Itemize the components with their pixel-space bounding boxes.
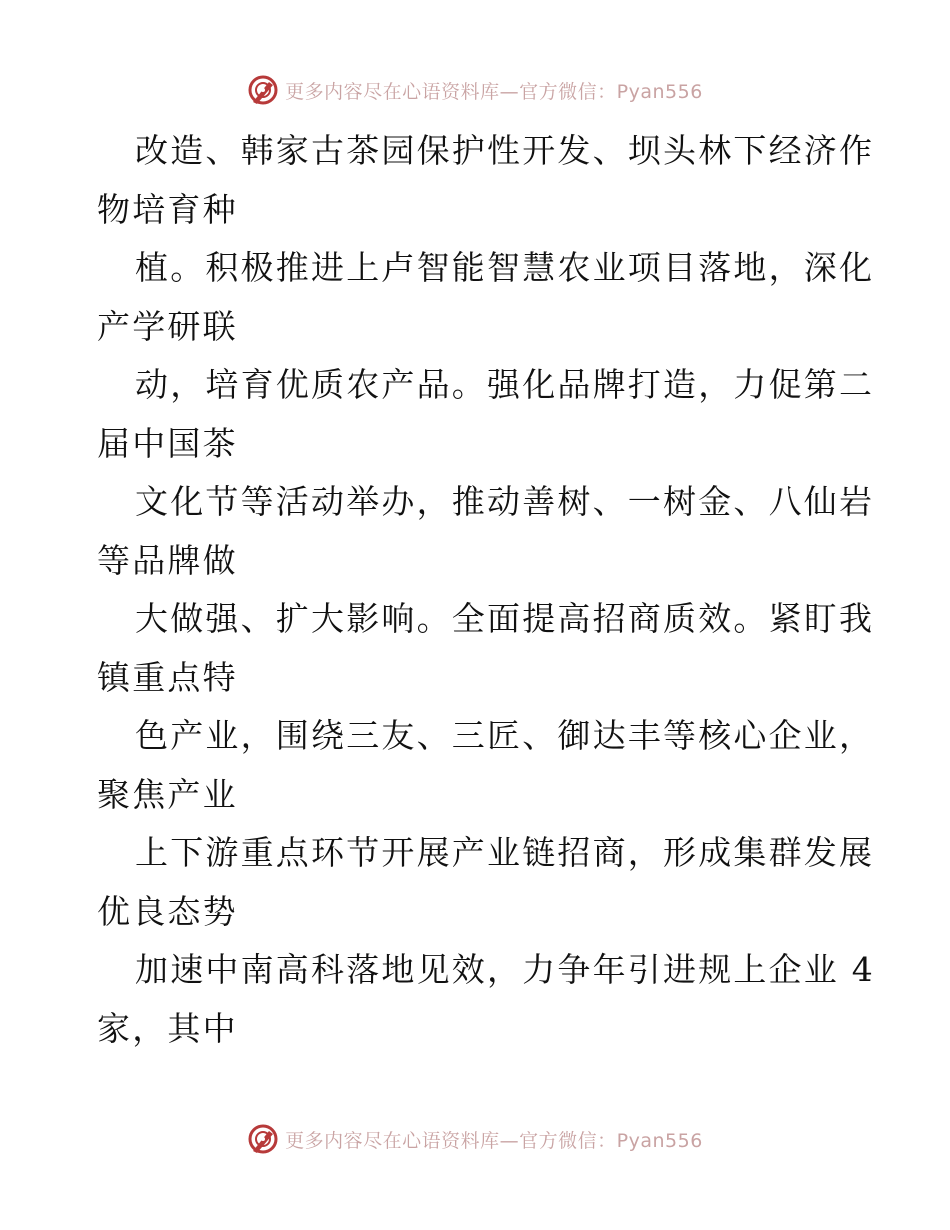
text-line: 改造、韩家古茶园保护性开发、坝头林下经济作 <box>135 131 875 170</box>
text-line: 镇重点特 <box>97 657 238 697</box>
watermark-text: 更多内容尽在心语资料库—官方微信：Pyan556 <box>285 1129 703 1152</box>
text-line: 届中国茶 <box>97 423 238 463</box>
text-line: 动，培育优质农产品。强化品牌打造，力促第二 <box>135 365 875 404</box>
text-line: 文化节等活动举办，推动善树、一树金、八仙岩 <box>135 482 875 521</box>
text-line: 家，其中 <box>97 1008 238 1048</box>
text-line: 物培育种 <box>97 189 238 229</box>
text-line: 植。积极推进上卢智能智慧农业项目落地，深化 <box>135 248 875 287</box>
text-line: 上下游重点环节开展产业链招商，形成集群发展 <box>135 833 875 872</box>
footer-watermark <box>0 1121 950 1157</box>
text-line: 色产业，围绕三友、三匠、御达丰等核心企业， <box>135 716 875 755</box>
pen-logo-icon <box>247 1123 279 1155</box>
text-line: 大做强、扩大影响。全面提高招商质效。紧盯我 <box>135 599 875 638</box>
text-line: 产学研联 <box>97 306 238 346</box>
text-line: 聚焦产业 <box>97 774 238 814</box>
header-watermark <box>0 72 950 108</box>
watermark-text: 更多内容尽在心语资料库—官方微信：Pyan556 <box>285 80 703 103</box>
pen-logo-icon <box>247 74 279 106</box>
text-line: 优良态势 <box>97 891 238 931</box>
text-line: 加速中南高科落地见效，力争年引进规上企业 4 <box>135 950 875 989</box>
document-body <box>97 122 875 1058</box>
text-line: 等品牌做 <box>97 540 238 580</box>
